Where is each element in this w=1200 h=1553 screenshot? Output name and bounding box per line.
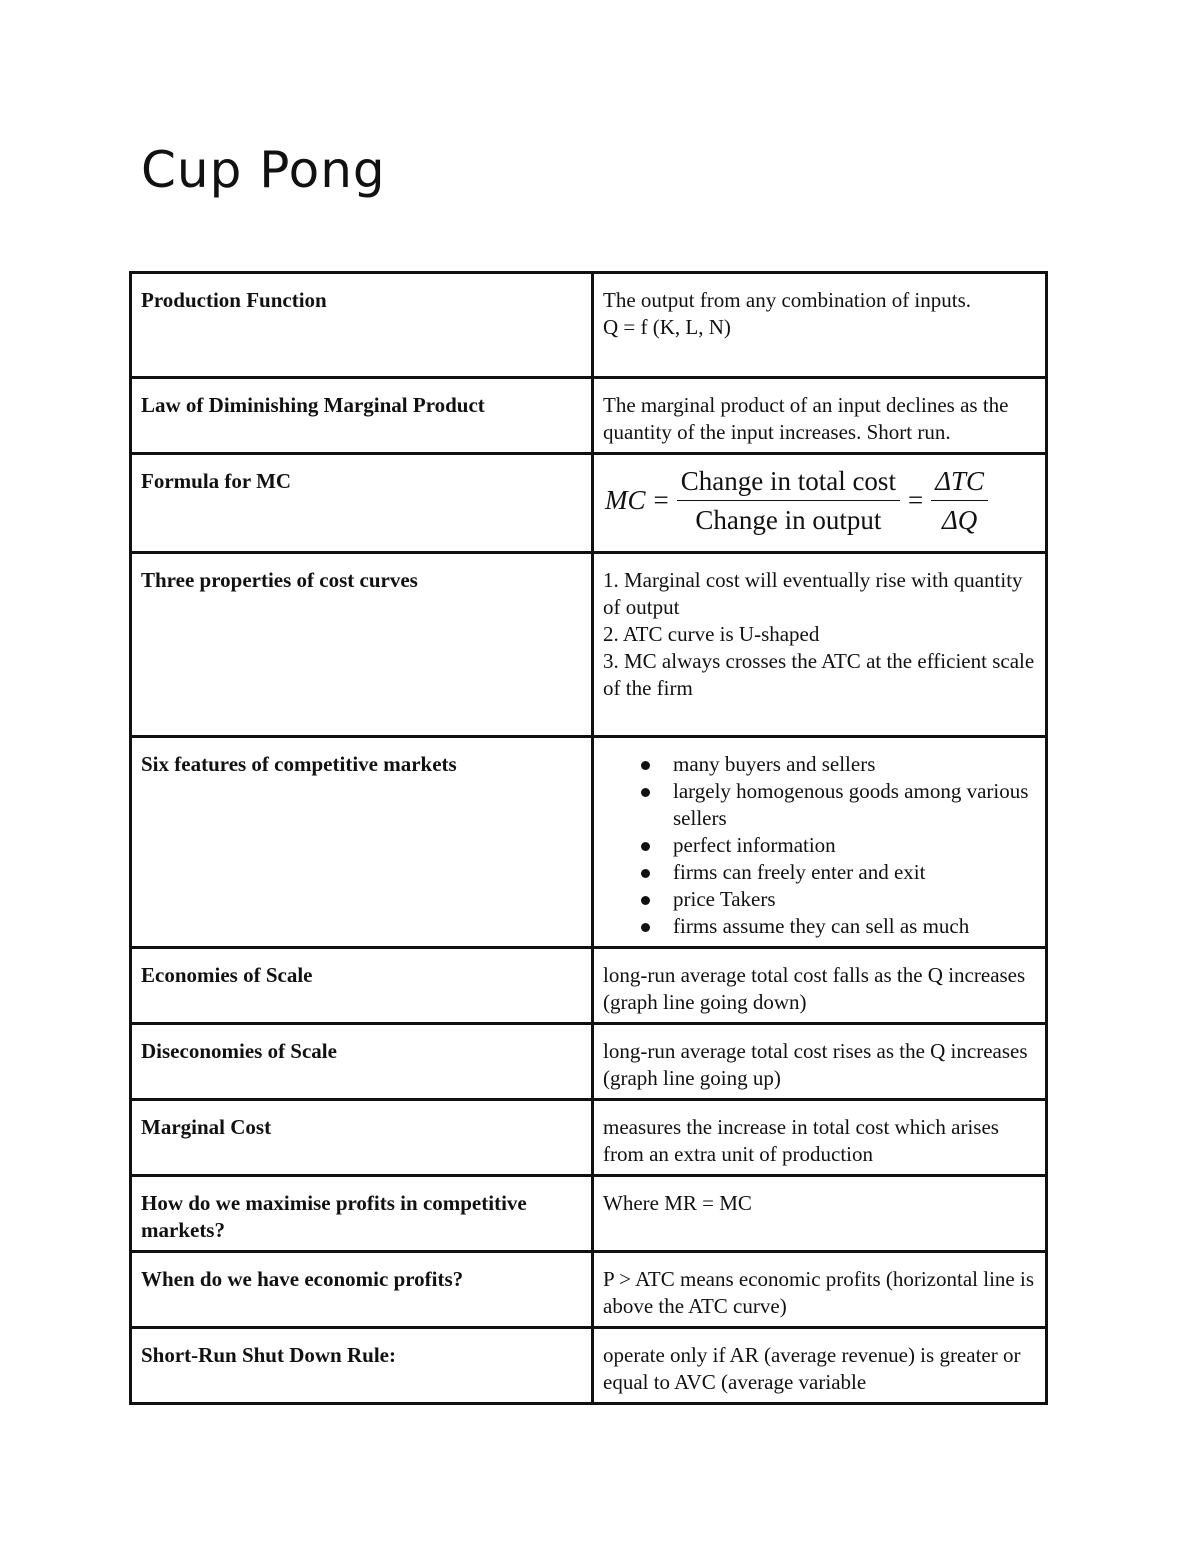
term-cell: When do we have economic profits? — [131, 1252, 593, 1328]
definition-cell — [593, 553, 1047, 737]
definition-cell — [593, 1024, 1047, 1100]
definition-line: long-run average total cost rises as the Q increases (graph line going up) — [603, 1039, 1028, 1090]
term-cell: How do we maximise profits in competitive markets? — [131, 1176, 593, 1252]
definition-line: P > ATC means economic profits (horizontal line is above the ATC curve) — [603, 1267, 1034, 1318]
definition-line: Q = f (K, L, N) — [603, 315, 731, 339]
definition-cell — [593, 454, 1047, 553]
formula-denominator: Change in output — [695, 505, 882, 535]
list-item: largely homogenous goods among various sellers — [673, 778, 1035, 832]
definition-line: long-run average total cost falls as the Q increases (graph line going down) — [603, 963, 1026, 1014]
definition-cell — [593, 948, 1047, 1024]
definition-line: 3. MC always crosses the ATC at the efficient scale of the firm — [603, 649, 1035, 700]
definitions-table — [129, 271, 1048, 1405]
features-list — [603, 751, 1035, 940]
formula-equals: = — [653, 485, 669, 515]
table-row — [131, 1100, 1047, 1176]
term-cell: Production Function — [131, 273, 593, 378]
formula-numerator: Change in total cost — [677, 466, 900, 501]
table-row — [131, 1176, 1047, 1252]
definition-cell — [593, 273, 1047, 378]
formula-word-fraction — [677, 466, 900, 535]
definition-cell — [593, 378, 1047, 454]
definition-cell — [593, 1176, 1047, 1252]
table-row — [131, 1252, 1047, 1328]
list-item: firms can freely enter and exit — [673, 859, 1035, 886]
definition-line: The output from any combination of inputs. — [603, 288, 972, 312]
page-title: Cup Pong — [141, 141, 386, 199]
formula-delta-denominator: ΔQ — [941, 505, 978, 535]
table-row — [131, 737, 1047, 948]
definition-line: 2. ATC curve is U-shaped — [603, 622, 820, 646]
formula-equals: = — [907, 485, 924, 515]
term-cell: Six features of competitive markets — [131, 737, 593, 948]
list-item: many buyers and sellers — [673, 751, 1035, 778]
term-cell: Law of Diminishing Marginal Product — [131, 378, 593, 454]
definition-cell — [593, 1100, 1047, 1176]
list-item: firms assume they can sell as much — [673, 913, 1035, 940]
table-row — [131, 1024, 1047, 1100]
formula-lhs: MC — [605, 485, 646, 515]
table-row — [131, 553, 1047, 737]
definition-line: Where MR = MC — [603, 1191, 752, 1215]
definition-line: operate only if AR (average revenue) is greater or equal to AVC (average variable — [603, 1343, 1021, 1394]
formula-delta-numerator: ΔTC — [931, 466, 988, 501]
definition-line: measures the increase in total cost which arises from an extra unit of production — [603, 1115, 999, 1166]
list-item: perfect information — [673, 832, 1035, 859]
term-cell: Economies of Scale — [131, 948, 593, 1024]
table-row — [131, 378, 1047, 454]
term-cell: Formula for MC — [131, 454, 593, 553]
table-row — [131, 1328, 1047, 1404]
definition-line: The marginal product of an input declines as the quantity of the input increases. Short run. — [603, 393, 1009, 444]
term-cell: Three properties of cost curves — [131, 553, 593, 737]
mc-formula — [603, 466, 1035, 535]
term-cell: Marginal Cost — [131, 1100, 593, 1176]
table-row — [131, 273, 1047, 378]
formula-delta-fraction — [931, 466, 988, 535]
definition-cell — [593, 1252, 1047, 1328]
definition-line: 1. Marginal cost will eventually rise with quantity of output — [603, 568, 1023, 619]
definition-cell — [593, 1328, 1047, 1404]
definition-cell — [593, 737, 1047, 948]
term-cell: Short-Run Shut Down Rule: — [131, 1328, 593, 1404]
table-row — [131, 948, 1047, 1024]
term-cell: Diseconomies of Scale — [131, 1024, 593, 1100]
table-row — [131, 454, 1047, 553]
list-item: price Takers — [673, 886, 1035, 913]
